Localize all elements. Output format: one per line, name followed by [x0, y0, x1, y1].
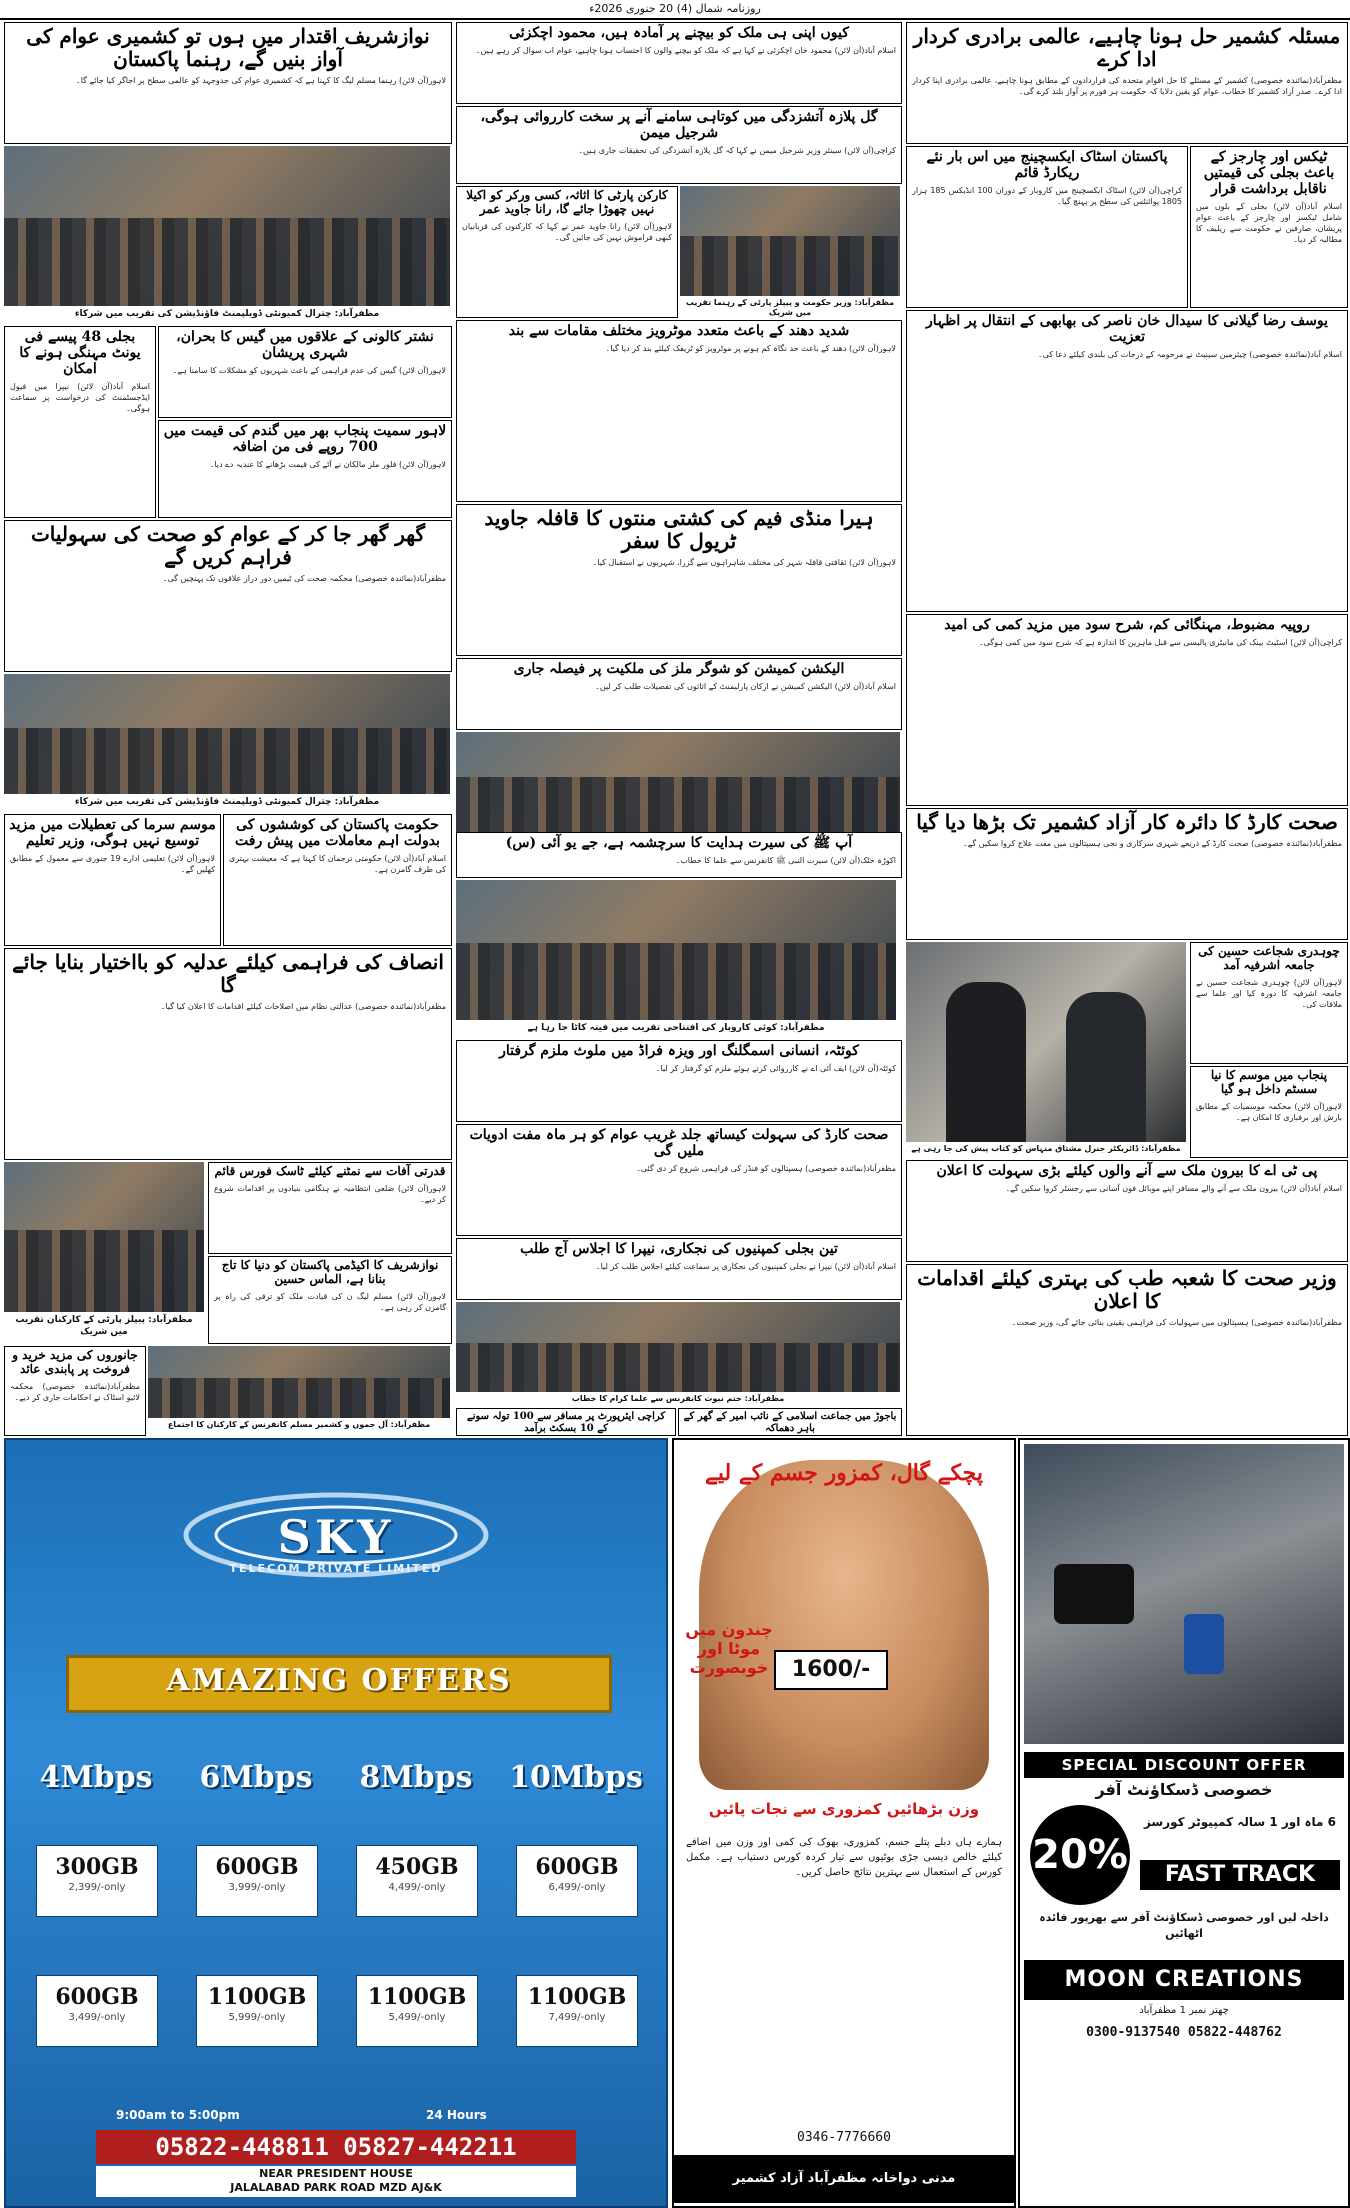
col1-story-1: [906, 22, 1348, 144]
address-line-2: JALALABAD PARK ROAD MZD AJ&K: [230, 2181, 442, 2194]
photo-caption: مظفرآباد: ڈائریکٹر جنرل مشتاق منہاس کو کتاب پیش کی جا رہی ہے: [906, 1142, 1186, 1156]
speed-label: 8Mbps: [359, 1760, 473, 1795]
story-body: اسلام آباد(آن لائن) الیکشن کمیشن نے ارکان پارلیمنٹ کے اثاثوں کی تفصیلات طلب کر لیں۔: [595, 682, 896, 692]
story-body: لاہور(آن لائن) دھند کے باعث حد نگاہ کم ہونے پر موٹرویز کو ٹریفک کیلئے بند کر دیا گیا۔: [605, 344, 896, 354]
col2-story-5: [456, 504, 902, 656]
headline: کراچی ایئرپورٹ پر مسافر سے 100 تولہ سونے کے 10 بسکٹ برآمد: [466, 1411, 666, 1434]
headline: باجوڑ میں جماعت اسلامی کے نائب امیر کے گھر کے باہر دھماکہ: [683, 1411, 897, 1434]
headline: حکومت پاکستان کی کوششوں کی بدولت اہم معاملات میں پیش رفت: [235, 817, 440, 850]
photo-caption: مظفرآباد: چترال کمیونٹی ڈویلپمنٹ فاؤنڈیشن کی تقریب میں شرکاء: [4, 306, 450, 322]
col2-story-10: [456, 1238, 902, 1300]
package-card: [356, 1845, 478, 1917]
col1-story-10: [906, 1264, 1348, 1436]
col1-story-3: [906, 146, 1188, 308]
story-body: لاہور(آن لائن) ثقافتی قافلہ شہر کی مختلف شاہراہوں سے گزرا، شہریوں نے استقبال کیا۔: [592, 558, 896, 567]
headline: انصاف کی فراہمی کیلئے عدلیہ کو بااختیار بنایا جائے گا: [12, 950, 444, 997]
story-body: لاہور(آن لائن) چوہدری شجاعت حسین نے جامعہ اشرفیہ کا دورہ کیا اور علما سے ملاقات کی۔: [1196, 977, 1342, 1009]
package-volume: 600GB: [215, 1854, 299, 1880]
headline: پاکستان اسٹاک ایکسچینج میں اس بار نئے ریکارڈ قائم: [926, 149, 1168, 182]
story-body: اسلام آباد(آن لائن) محمود خان اچکزئی نے کہا ہے کہ ملک کو بیچنے والوں کا احتساب ہونا چاہیے، عوام اب سوال کر رہے ہیں۔: [475, 46, 896, 56]
headline: موسم سرما کی تعطیلات میں مزید توسیع نہیں ہوگی، وزیر تعلیم: [9, 817, 216, 850]
story-body: مظفرآباد(نمائندہ خصوصی) کشمیر کے مسئلے کا حل اقوام متحدہ کی قراردادوں کے مطابق ہونا چاہیے، عالمی برادری اپنا کردار ادا کرے۔ صدر آزاد کشمیر کا خطاب، عوام کو یقین دلایا کہ حکومت ہر فورم پر آواز بلند کرے گی۔: [912, 76, 1342, 96]
photo-caption: مظفرآباد: کوئی کاروبار کی افتتاحی تقریب میں فیتہ کاٹا جا رہا ہے: [456, 1020, 896, 1036]
col3-story-1: [4, 22, 452, 144]
photo-caption: مظفرآباد: ختم نبوت کانفرنس سے علما کرام کا خطاب: [456, 1392, 900, 1406]
sky-brand-sub: TELECOM PRIVATE LIMITED: [229, 1562, 443, 1575]
microphone-icon: [1184, 1614, 1224, 1674]
story-body: مظفرآباد(نمائندہ خصوصی) محکمہ صحت کی ٹیمیں دور دراز علاقوں تک پہنچیں گی۔: [162, 574, 446, 583]
col3-story-7: [223, 814, 452, 946]
story-body: لاہور(آن لائن) رہنما مسلم لیگ کا کہنا ہے کہ کشمیری عوام کی جدوجہد کو عالمی سطح پر اجاگر کیا جائے گا۔: [76, 76, 446, 85]
moon-phone: 0300-9137540 05822-448762: [1086, 2025, 1282, 2040]
photo-caption: مظفرآباد: پیپلز پارٹی کے کارکنان تقریب میں شریک: [4, 1312, 204, 1340]
story-body: اسلام آباد(آن لائن) نیپرا نے بجلی کمپنیوں کی نجکاری پر سماعت کیلئے اجلاس طلب کر لیا۔: [595, 1262, 896, 1272]
col2-story-1: [456, 22, 902, 104]
course-text: 6 ماہ اور 1 سالہ کمپیوٹر کورسز: [1143, 1815, 1337, 1829]
special-offer-banner: SPECIAL DISCOUNT OFFER: [1024, 1752, 1344, 1778]
moon-creations-ad: [1018, 1438, 1350, 2208]
col1-photo-1: [906, 942, 1186, 1142]
package-price: 7,499/-only: [548, 2012, 606, 2023]
fast-track-label: FAST TRACK: [1140, 1860, 1340, 1890]
headline: کیوں اپنی ہی ملک کو بیچنے پر آمادہ ہیں، محمود اچکزئی: [509, 25, 849, 41]
story-body: لاہور(آن لائن) گیس کی عدم فراہمی کے باعث شہریوں کو مشکلات کا سامنا ہے۔: [172, 366, 446, 376]
hours-right: 24 Hours: [426, 2108, 487, 2122]
story-body: لاہور(آن لائن) فلور ملز مالکان نے آٹے کی قیمت بڑھانے کا عندیہ دے دیا۔: [209, 460, 446, 470]
headline: مسئلہ کشمیر حل ہونا چاہیے، عالمی برادری کردار ادا کرے: [913, 24, 1341, 71]
weight-ad-phone: 0346-7776660: [797, 2130, 891, 2145]
package-card: [36, 1845, 158, 1917]
col3-story-9: [208, 1162, 452, 1254]
admission-note: داخلہ لیں اور خصوصی ڈسکاؤنٹ آفر سے بھرپور فائدہ اٹھائیں: [1039, 1911, 1329, 1940]
headline: روپیہ مضبوط، مہنگائی کم، شرح سود میں مزید کمی کی امید: [944, 617, 1310, 633]
sky-brand-name: SKY: [277, 1510, 395, 1564]
sky-address: [96, 2166, 576, 2197]
col3-story-3: [158, 326, 452, 418]
package-card: [356, 1975, 478, 2047]
col3-story-8: [4, 948, 452, 1160]
package-price: 3,499/-only: [68, 2012, 126, 2023]
story-body: کراچی(آن لائن) اسٹاک ایکسچینج میں کاروبار کے دوران 100 انڈیکس 185 ہزار 1805 پوائنٹس کی سطح پر پہنچ گیا۔: [912, 186, 1183, 207]
col2-story-7: [456, 832, 902, 878]
headline: بجلی 48 پیسے فی یونٹ مہنگی ہونے کا امکان: [19, 329, 141, 378]
headline: گھر گھر جا کر کے عوام کو صحت کی سہولیات فراہم کریں گے: [30, 522, 426, 569]
package-price: 4,499/-only: [388, 1882, 446, 1893]
headline: لاہور سمیت پنجاب بھر میں گندم کی قیمت میں 700 روپے فی من اضافہ: [163, 423, 447, 456]
moon-creations-name: MOON CREATIONS: [1024, 1960, 1344, 2000]
amazing-offers-banner: AMAZING OFFERS: [66, 1655, 612, 1713]
package-price: 5,499/-only: [388, 2012, 446, 2023]
col3-story-2: [4, 326, 156, 518]
masthead-date: روزنامہ شمال (4) 20 جنوری 2026ء: [0, 0, 1350, 20]
headline: صحت کارڈ کی سہولت کیساتھ جلد غریب عوام کو ہر ماہ مفت ادویات ملیں گی: [469, 1127, 889, 1160]
package-price: 3,999/-only: [228, 1882, 286, 1893]
story-body: مظفرآباد(نمائندہ خصوصی) صحت کارڈ کے ذریعے شہری سرکاری و نجی ہسپتالوں میں مفت علاج کروا سکیں گے۔: [963, 839, 1342, 848]
package-card: [196, 1975, 318, 2047]
photo-caption: مظفرآباد: وزیر حکومت و پیپلز پارٹی کے رہنما تقریب میں شریک: [680, 296, 900, 320]
package-card: [516, 1845, 638, 1917]
story-body: مظفرآباد(نمائندہ خصوصی) ہسپتالوں میں سہولیات کی فراہمی یقینی بنائی جائے گی، وزیر صحت۔: [1011, 1318, 1342, 1327]
col3-photo-1: [4, 146, 450, 306]
headline: آپ ﷺ کی سیرت ہدایت کا سرچشمہ ہے، جے یو آئی (س): [505, 835, 853, 851]
weight-ad-description: ہمارے ہاں دبلے پتلے جسم، کمزوری، بھوک کی کمی اور وزن میں اضافے کیلئے خالص دیسی جڑی بوٹیوں سے تیار کردہ کورس دستیاب ہے۔ مکمل کورس کے استعمال سے بہترین نتائج حاصل کریں۔: [686, 1837, 1002, 1878]
headline: نوازشریف کا اکیڈمی پاکستان کو دنیا کا تاج بنانا ہے، الماس حسین: [221, 1258, 439, 1286]
headline: پنجاب میں موسم کا نیا سسٹم داخل ہو گیا: [1210, 1068, 1328, 1096]
col1-story-2: [1190, 146, 1348, 308]
col2-story-9: [456, 1124, 902, 1236]
headline: تین بجلی کمپنیوں کی نجکاری، نیپرا کا اجلاس آج طلب: [520, 1241, 838, 1257]
camera-icon: [1054, 1564, 1134, 1624]
story-body: لاہور(آن لائن) رانا جاوید عمر نے کہا کہ کارکنوں کی قربانیاں کبھی فراموش نہیں کی جائیں گی۔: [462, 221, 672, 242]
headline: ٹیکس اور چارجز کے باعث بجلی کی قیمتیں ناقابل برداشت قرار: [1203, 149, 1335, 198]
col3-story-5: [4, 520, 452, 672]
photo-caption: مظفرآباد: چترال کمیونٹی ڈویلپمنٹ فاؤنڈیشن کی تقریب میں شرکاء: [4, 794, 450, 810]
story-body: کوئٹہ(آن لائن) ایف آئی اے نے کارروائی کرتے ہوئے ملزم کو گرفتار کر لیا۔: [655, 1064, 896, 1074]
package-volume: 600GB: [535, 1854, 619, 1880]
story-body: اسلام آباد(آن لائن) نیپرا میں فیول ایڈجسٹمنٹ کی درخواست پر سماعت ہوگی۔: [10, 382, 150, 414]
package-volume: 450GB: [375, 1854, 459, 1880]
col3-story-10: [208, 1256, 452, 1344]
headline: کارکن پارٹی کا اثاثہ، کسی ورکر کو اکیلا نہیں چھوڑا جائے گا، رانا جاوید عمر: [466, 188, 668, 216]
headline: چوہدری شجاعت حسین کی جامعہ اشرفیہ آمد: [1198, 944, 1340, 972]
col3-photo-4: [148, 1346, 450, 1418]
col2-story-6: [456, 658, 902, 730]
weight-ad-title: پچکے گال، کمزور جسم کے لیے: [705, 1460, 983, 1486]
story-body: لاہور(آن لائن) محکمہ موسمیات کے مطابق بارش اور برفباری کا امکان ہے۔: [1196, 1101, 1342, 1122]
weight-ad-price: 1600/-: [774, 1650, 888, 1690]
story-body: لاہور(آن لائن) مسلم لیگ ن کی قیادت ملک کو ترقی کی راہ پر گامزن کر رہی ہے۔: [214, 1291, 446, 1312]
story-body: اسلام آباد(آن لائن) بجلی کے بلوں میں شامل ٹیکسز اور چارجز کے باعث عوام پریشان، صارفین نے حکومت سے ریلیف کا مطالبہ کر دیا۔: [1196, 202, 1342, 245]
weight-ad-tagline: چندون میں موٹا اور خوبصورت: [685, 1620, 773, 1677]
package-volume: 600GB: [55, 1984, 139, 2010]
speed-label: 6Mbps: [199, 1760, 313, 1795]
headline: قدرتی آفات سے نمٹنے کیلئے ٹاسک فورس قائم: [214, 1164, 446, 1178]
story-body: اکوڑہ خٹک(آن لائن) سیرت النبی ﷺ کانفرنس سے علما کا خطاب۔: [675, 856, 896, 866]
package-price: 2,399/-only: [68, 1882, 126, 1893]
address-line-1: NEAR PRESIDENT HOUSE: [259, 2167, 413, 2180]
story-body: اسلام آباد(آن لائن) حکومتی ترجمان کا کہنا ہے کہ معیشت بہتری کی طرف گامزن ہے۔: [229, 854, 446, 875]
headline: نشتر کالونی کے علاقوں میں گیس کا بحران، شہری پریشان: [176, 329, 434, 362]
headline: کوئٹہ، انسانی اسمگلنگ اور ویزہ فراڈ میں ملوث ملزم گرفتار: [499, 1043, 859, 1059]
col2-story-4: [456, 320, 902, 502]
discount-percent: 20%: [1030, 1805, 1130, 1905]
col2-story-11: [678, 1408, 902, 1436]
package-volume: 1100GB: [367, 1984, 467, 2010]
headline: پی ٹی اے کا بیرون ملک سے آنے والوں کیلئے بڑی سہولت کا اعلان: [936, 1163, 1318, 1179]
col2-story-8: [456, 1040, 902, 1122]
col3-story-6: [4, 814, 221, 946]
headline: شدید دھند کے باعث متعدد موٹرویز مختلف مقامات سے بند: [508, 323, 850, 339]
col2-story-12: [456, 1408, 676, 1436]
story-body: اسلام آباد(آن لائن) بیرون ملک سے آنے والے مسافر اپنے موبائل فون آسانی سے رجسٹر کروا سکیں گے۔: [1005, 1184, 1342, 1194]
col1-story-9: [906, 1160, 1348, 1262]
col3-photo-2: [4, 674, 450, 794]
headline: نوازشریف اقتدار میں ہوں تو کشمیری عوام کی آواز بنیں گے، رہنما پاکستان: [26, 24, 430, 71]
col2-story-2: [456, 106, 902, 184]
story-body: کراچی(آن لائن) اسٹیٹ بینک کی مانیٹری پالیسی سے قبل ماہرین کا اندازہ ہے کہ شرح سود میں کمی ہوگی۔: [978, 638, 1342, 648]
headline: الیکشن کمیشن کو شوگر ملز کی ملکیت پر فیصلہ جاری: [513, 661, 845, 677]
story-body: مظفرآباد(نمائندہ خصوصی) ہسپتالوں کو فنڈز کی فراہمی شروع کر دی گئی۔: [636, 1164, 896, 1174]
col2-photo-3: [456, 880, 896, 1020]
package-card: [516, 1975, 638, 2047]
weight-ad-slogan: وزن بڑھائیں کمزوری سے نجات پائیں: [708, 1800, 980, 1818]
package-price: 5,999/-only: [228, 2012, 286, 2023]
col1-story-8: [1190, 1066, 1348, 1158]
col2-photo-4: [456, 1302, 900, 1392]
package-card: [36, 1975, 158, 2047]
col3-photo-3: [4, 1162, 204, 1312]
col1-story-7: [1190, 942, 1348, 1064]
moon-address: چھتر نمبر 1 مظفرآباد: [1139, 2005, 1229, 2016]
headline: گل پلازہ آتشزدگی میں کوتاہی سامنے آنے پر سخت کارروائی ہوگی، شرجیل میمن: [480, 109, 878, 142]
story-body: کراچی(آن لائن) سینئر وزیر شرجیل میمن نے کہا کہ گل پلازہ آتشزدگی کی تحقیقات جاری ہیں۔: [578, 146, 896, 156]
story-body: لاہور(آن لائن) ضلعی انتظامیہ نے ہنگامی بنیادوں پر اقدامات شروع کر دیے۔: [214, 1183, 446, 1204]
headline: یوسف رضا گیلانی کا سیدال خان ناصر کی بھابھی کے انتقال پر اظہار تعزیت: [925, 313, 1329, 346]
headline: جانوروں کی مزید خرید و فروخت پر پابندی عائد: [12, 1348, 138, 1376]
col1-story-5: [906, 614, 1348, 806]
col2-photo-1: [680, 186, 900, 296]
photo-caption: مظفرآباد: آل جموں و کشمیر مسلم کانفرنس کے کارکنان کا اجتماع: [148, 1418, 450, 1432]
col1-story-6: [906, 808, 1348, 940]
story-body: مظفرآباد(نمائندہ خصوصی) محکمہ لائیو اسٹاک نے احکامات جاری کر دیے۔: [10, 1381, 140, 1402]
story-body: اسلام آباد(نمائندہ خصوصی) چیئرمین سینیٹ نے مرحومہ کے درجات کی بلندی کیلئے دعا کی۔: [1037, 350, 1342, 360]
package-price: 6,499/-only: [548, 1882, 606, 1893]
story-body: لاہور(آن لائن) تعلیمی ادارے 19 جنوری سے معمول کے مطابق کھلیں گے۔: [10, 854, 215, 875]
speed-label: 4Mbps: [39, 1760, 153, 1795]
package-volume: 300GB: [55, 1854, 139, 1880]
weight-ad-footer: مدنی دواخانہ مظفرآباد آزاد کشمیر: [674, 2155, 1014, 2203]
story-body: مظفرآباد(نمائندہ خصوصی) عدالتی نظام میں اصلاحات کیلئے اقدامات کا اعلان کیا گیا۔: [160, 1002, 446, 1011]
col1-story-4: [906, 310, 1348, 612]
col2-photo-2: [456, 732, 900, 832]
package-volume: 1100GB: [207, 1984, 307, 2010]
package-card: [196, 1845, 318, 1917]
sky-phone-numbers: 05822-448811 05827-442211: [96, 2130, 576, 2164]
col2-story-3: [456, 186, 678, 318]
col3-story-4: [158, 420, 452, 518]
package-volume: 1100GB: [527, 1984, 627, 2010]
headline: ہیرا منڈی فیم کی کشتی منتوں کا قافلہ جاوید ٹریول کا سفر: [484, 506, 874, 553]
moon-ad-photo: [1024, 1444, 1344, 1744]
sky-telecom-ad: [4, 1438, 668, 2208]
col3-story-11: [4, 1346, 146, 1436]
speed-label: 10Mbps: [509, 1760, 643, 1795]
weight-gain-ad: [672, 1438, 1016, 2208]
headline: وزیر صحت کا شعبہ طب کی بہتری کیلئے اقدامات کا اعلان: [917, 1266, 1337, 1313]
headline: صحت کارڈ کا دائرہ کار آزاد کشمیر تک بڑھا دیا گیا: [916, 810, 1338, 834]
hours-left: 9:00am to 5:00pm: [116, 2108, 240, 2122]
urdu-offer-text: خصوصی ڈسکاؤنٹ آفر: [1095, 1780, 1273, 1799]
